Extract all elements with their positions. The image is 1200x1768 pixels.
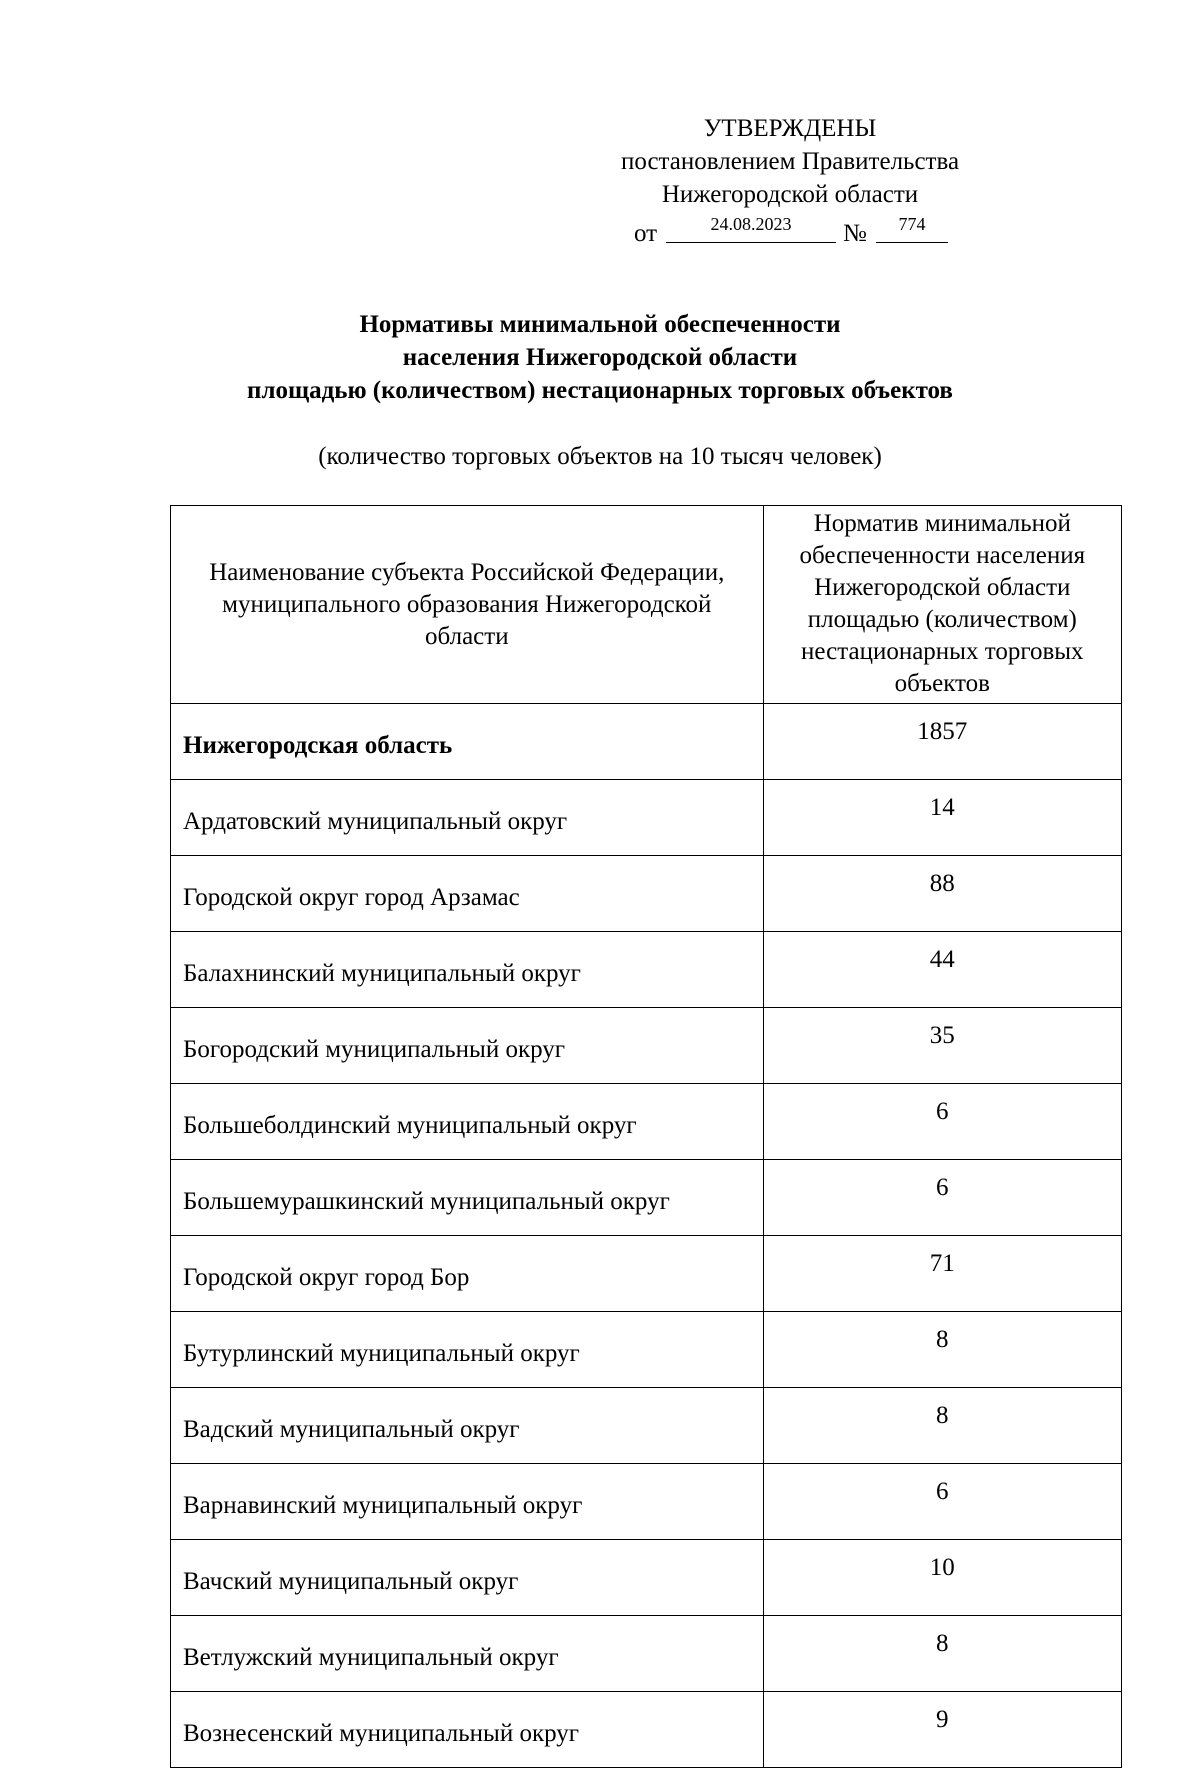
table-row [171,856,1122,932]
row-name-cell: Большемурашкинский муниципальный округ [171,1160,764,1236]
row-value-cell: 6 [763,1464,1121,1540]
table-row [171,1008,1122,1084]
table-body [171,704,1122,1768]
row-name-cell: Ардатовский муниципальный округ [171,780,764,856]
title-line-1: Нормативы минимальной обеспеченности [359,311,841,338]
header-value-cell: Норматив минимальной обеспеченности населения Нижегородской области площадью (количеством) нестационарных торговых объектов [763,506,1121,704]
row-value-cell: 35 [763,1008,1121,1084]
table-row [171,1388,1122,1464]
approval-resolution: постановлением Правительства [620,148,960,175]
table-row [171,1236,1122,1312]
number-sign: № [843,220,867,247]
row-name-cell: Большеболдинский муниципальный округ [171,1084,764,1160]
approval-stamp [560,112,1020,245]
table-row [171,1084,1122,1160]
approval-date: 24.08.2023 [666,211,836,243]
table-row [171,1312,1122,1388]
row-name-cell: Вознесенский муниципальный округ [171,1692,764,1768]
row-value-cell: 8 [763,1312,1121,1388]
title-line-3: площадью (количеством) нестационарных торговых объектов [247,377,953,404]
approval-heading: УТВЕРЖДЕНЫ [703,115,877,142]
header-name-cell: Наименование субъекта Российской Федерации, муниципального образования Нижегородской области [171,506,764,704]
row-value-cell: 10 [763,1540,1121,1616]
table-row [171,1464,1122,1540]
table-row [171,1616,1122,1692]
table-row [171,780,1122,856]
table-row [171,1160,1122,1236]
document-subtitle: (количество торговых объектов на 10 тысяч человек) [318,443,882,470]
table-row [171,1692,1122,1768]
row-value-cell: 14 [763,780,1121,856]
row-name-cell: Городской округ город Бор [171,1236,764,1312]
row-name-cell: Богородский муниципальный округ [171,1008,764,1084]
row-name-cell: Вадский муниципальный округ [171,1388,764,1464]
title-line-2: населения Нижегородской области [402,344,798,371]
row-name-cell: Варнавинский муниципальный округ [171,1464,764,1540]
row-value-cell: 71 [763,1236,1121,1312]
row-name-cell: Ветлужский муниципальный округ [171,1616,764,1692]
row-value-cell: 1857 [763,704,1121,780]
row-name-cell: Нижегородская область [171,704,764,780]
document-title [150,308,1050,407]
norms-table [170,505,1122,1768]
date-prefix: от [634,220,658,247]
approval-date-line [560,211,1020,245]
row-name-cell: Бутурлинский муниципальный округ [171,1312,764,1388]
row-name-cell: Вачский муниципальный округ [171,1540,764,1616]
table-row [171,1540,1122,1616]
table-header-row [171,506,1122,704]
row-value-cell: 6 [763,1160,1121,1236]
row-value-cell: 88 [763,856,1121,932]
row-value-cell: 8 [763,1388,1121,1464]
table-row [171,932,1122,1008]
row-value-cell: 44 [763,932,1121,1008]
row-value-cell: 8 [763,1616,1121,1692]
approval-region: Нижегородской области [661,181,919,208]
approval-number: 774 [876,211,948,243]
row-value-cell: 6 [763,1084,1121,1160]
row-name-cell: Городской округ город Арзамас [171,856,764,932]
table-row-total [171,704,1122,780]
row-name-cell: Балахнинский муниципальный округ [171,932,764,1008]
row-value-cell: 9 [763,1692,1121,1768]
